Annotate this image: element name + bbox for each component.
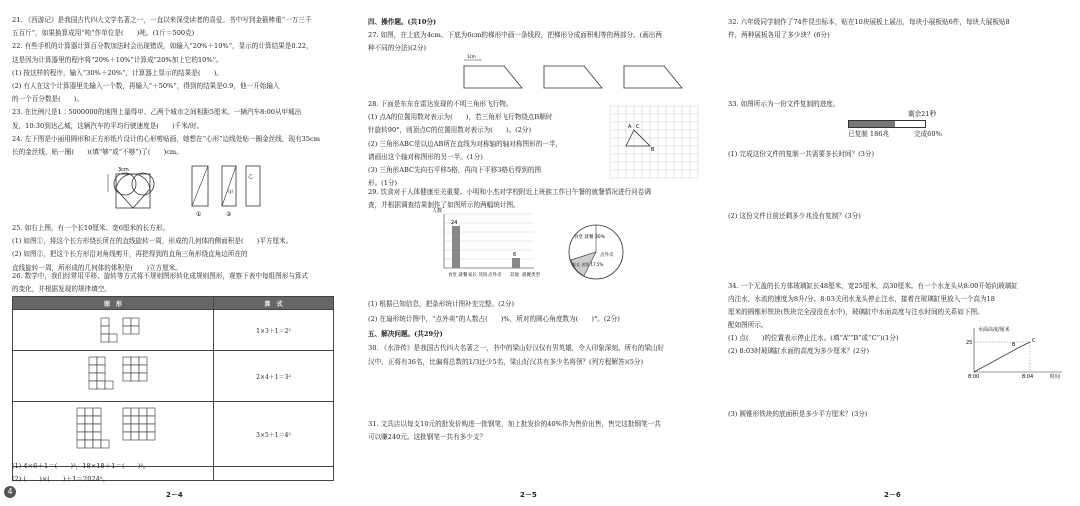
- heart-length-label: 3cm: [118, 167, 129, 173]
- progress-track: [848, 120, 926, 128]
- text-line: (1) 4×6＋1＝( )²，18×18＋1＝( )²。: [12, 462, 150, 470]
- text-line: (1) 点( )的位置表示停止注水。(填“A”“B”或“C”)(1分): [728, 334, 899, 342]
- text-line: 五、解决问题。(共29分): [368, 330, 443, 338]
- chart-point-b: B: [1012, 342, 1016, 348]
- chart-xtick-0: 8:00: [968, 374, 980, 380]
- bar-value-canteen: 24: [451, 220, 458, 226]
- chart-point-c: C: [1032, 338, 1036, 344]
- text-line: 内注水，水流的速度为8升/分。8:03关闭水龙头停止注水，接着在玻璃缸里放入一个高为18: [728, 295, 995, 303]
- text-line: 汉中，正将有36名，比偏将总数的1/3还少5名，梁山好汉共有多少名将领？(列方程解答)(5分): [368, 358, 644, 366]
- text-line: 22. 有些手机的计算器计算百分数加法时会出现错误，如输入“20%＋10%”，显示的计算结果是0.22，: [12, 42, 313, 51]
- text-line: 发，10:30到达乙城，这辆汽车的平均行驶速度是( )千米/时。: [12, 121, 204, 130]
- pie-label-takeout: 点外卖: [600, 253, 614, 258]
- text-line: (2) 有人在这个计算器里先输入一个数，再输入“＋50%”，得到的结果是0.9，他一开始输入: [12, 82, 280, 90]
- bar-cat-1: 家长 送饭: [468, 273, 488, 278]
- page-number-right: 2－6: [884, 491, 901, 499]
- text-line: 五百斤”，如果换算成用“吨”作单位是( )吨。(1斤＝500克): [12, 29, 195, 38]
- text-line: 27. 如图，在上底为4cm、下底为6cm的梯形中画一条线段，把梯形分成面积相等的两部分。(画出两: [368, 31, 662, 39]
- bar-value-other: 6: [513, 252, 517, 258]
- text-line: 针旋转90°，则顶点C的位置用数对表示为( )。(2分): [368, 126, 532, 135]
- text-line: 29. 饮食对于人体健康至关重要。小明和小杰对学校附近上班族工作日午餐的就餐情况进行问卷调: [368, 188, 651, 196]
- text-line: 33. 如图所示为一份文件复制的进度。: [728, 100, 840, 108]
- formula-2: 2×4＋1＝3²: [214, 351, 334, 402]
- page-number-left: 2－4: [166, 491, 183, 499]
- coordinate-grid: [610, 106, 706, 186]
- water-level-chart: [966, 326, 1066, 378]
- rectangle-figures: [186, 164, 276, 222]
- text-line: 23. 在比例尺是1∶5000000的地图上量得甲、乙两个城市之间相距5厘米。一辆汽车8:00从甲城出: [12, 108, 302, 117]
- copy-progress: [848, 110, 978, 140]
- pattern-figure-3: [13, 402, 214, 467]
- text-line: (1) 点A的位置用数对表示为( )，若三角形飞行物绕点B顺时: [368, 113, 553, 122]
- page-middle: [368, 0, 720, 506]
- formula-1: 1×3＋1＝2²: [214, 310, 334, 351]
- bar-canteen: [452, 226, 460, 268]
- text-line: 直线旋转一周，所形成的几何体的体积是( )立方厘米。: [12, 263, 182, 272]
- scale-label: 1cm: [467, 54, 476, 59]
- progress-fill: [849, 121, 895, 127]
- text-line: 的一个百分数是( )。: [12, 95, 84, 104]
- text-line: (1) 完成这份文件的复制一共需要多长时间？(3分): [728, 150, 875, 158]
- pattern-figure-1: [13, 310, 214, 351]
- heart-figure: [98, 164, 178, 216]
- page-left: [0, 0, 356, 506]
- bar-cat-0: 食堂 就餐: [448, 273, 468, 278]
- text-line: 可以赚240元。这批钢笔一共有多少支？: [368, 433, 487, 442]
- text-line: (3) 三角形ABC先向右平移5格，再向下平移3格后得到的图: [368, 166, 542, 174]
- text-line: (2) 如图②，把这个长方形沿对角线剪开，再把得到的直角三角形绕直角边所在的: [12, 250, 248, 259]
- label-yi: 乙: [248, 174, 254, 180]
- text-line: 查，并根据调查结果制作了如图所示的两幅统计图。: [368, 201, 520, 209]
- text-line: 32. 六年级同学制作了74件昆虫标本，贴在10块展板上展出，每块小展板贴6件，每块大展板贴8: [728, 18, 1010, 26]
- point-B-label: B: [651, 147, 655, 153]
- text-line: (1) 根据已知信息，把条形统计图补充完整。(2分): [368, 300, 515, 308]
- pie-label-parents: 家长 送饭 17.5%: [572, 262, 604, 267]
- point-A-label: A: [628, 124, 632, 130]
- bar-ylabel: 人数: [432, 208, 443, 214]
- text-line: 34. 一个无盖的长方体玻璃缸长48厘米，宽25厘米，高30厘米。有一个水龙头从8:00开始向玻璃缸: [728, 282, 1018, 290]
- pattern-table: [12, 296, 334, 481]
- text-line: (2) 这份文件目前还剩多少兆没有复制？(3分): [728, 212, 861, 220]
- page-badge: 4: [4, 486, 16, 498]
- bar-cat-2: 点外卖: [488, 273, 502, 278]
- text-line: 请画出这个轴对称图形的另一半。(1分): [368, 152, 483, 161]
- pattern-figure-2: [13, 351, 214, 402]
- text-line: (2) 8:03时玻璃缸水面的高度为多少厘米？(2分): [728, 347, 870, 355]
- text-line: 这是因为计算器里的程序将“20%＋10%”计算成“20%加上它的10%”。: [12, 55, 223, 64]
- text-line: 26. 数学中，我们经常用平移、旋转等方式将不规则图形转化成规则图形，观察下表中每组图形与算式: [12, 272, 309, 280]
- table-header-figure: 图 形: [13, 297, 214, 310]
- text-line: 25. 如右上图，有一个长10厘米、宽6厘米的长方形。: [12, 224, 170, 232]
- pie-chart: [566, 222, 626, 282]
- pie-label-canteen: 食堂 就餐 30%: [574, 235, 605, 240]
- text-line: 配如图所示。: [728, 321, 768, 329]
- bar-other: [512, 258, 520, 268]
- text-line: (1) 如图①，将这个长方形绕长所在的直线旋转一周，形成的几何体的侧面积是( )平方厘米。: [12, 237, 293, 246]
- chart-ylabel: 水面高度/厘米: [978, 327, 1010, 333]
- pattern-ellipsis-cell: [214, 467, 334, 481]
- text-line: (2) 三角形ABC是以边AB所在直线为对称轴的轴对称图形的一半，: [368, 139, 563, 148]
- text-line: 四、操作题。(共10分): [368, 18, 437, 26]
- text-line: 种不同的分法)(2分): [368, 44, 427, 52]
- text-line: 长的金丝线，贴一圈( )(填“够”或“不够”)了( )cm。: [12, 148, 183, 156]
- point-C-label: C: [636, 124, 640, 130]
- text-line: 厘米的圆锥形铁块(铁块完全浸没在水中)，玻璃缸中水面高度与注水时间的关系如下图。: [728, 308, 984, 316]
- text-line: 24. 左下图是小丽用圆形和正方形纸片设计的心形剪贴画，她想在“心形”边线处贴一圈金丝线，现有35cm: [12, 134, 321, 143]
- bar-cat-3: 其他: [510, 273, 519, 278]
- text-line: (2) ( )×( )＋1＝2024²。: [12, 475, 110, 483]
- text-line: 形。(1分): [368, 179, 398, 188]
- progress-done: 完成60%: [914, 130, 942, 138]
- text-line: 的变化，并根据发现的规律填空。: [12, 285, 111, 294]
- table-header-formula: 算 式: [214, 297, 334, 310]
- label-jia: 甲: [228, 190, 234, 196]
- chart-xtick-1: 8:04: [1022, 374, 1034, 380]
- text-line: 31. 文具店以每支10元的批发价购进一批钢笔，加上批发价的40%作为售价出售，售完这批钢笔一共: [368, 420, 661, 428]
- text-line: 28. 下面是东东在雷达发现的不明三角形飞行物。: [368, 100, 513, 108]
- chart-ytick: 25: [966, 340, 973, 346]
- text-line: (3) 圆锥形铁块的底面积是多少平方厘米？(3分): [728, 410, 868, 418]
- text-line: 件，两种展板各用了多少块？(6分): [728, 31, 830, 40]
- page-number-middle: 2－5: [520, 491, 537, 499]
- bar-chart: [430, 206, 540, 290]
- trapezoid-figures: [464, 56, 664, 90]
- page-right: [728, 0, 1080, 506]
- label-fig2: ②: [226, 211, 232, 218]
- text-line: (2) 在扇形统计图中，“点外卖”的人数占( )%，所对的圆心角度数为( )°。(2分): [368, 315, 620, 323]
- formula-3: 3×5＋1＝4²: [214, 402, 334, 467]
- progress-remaining: 剩余21秒: [908, 110, 937, 118]
- text-line: 21. 《西游记》是我国古代四大文学名著之一，一直以来深受读者的喜爱。书中写到金箍棒重“一万三千: [12, 16, 312, 24]
- text-line: 30. 《水浒传》是我国古代四大名著之一，书中的梁山好汉仅有男英雄，令人印象深刻。所有的梁山好: [368, 344, 665, 352]
- bar-cat-4: 就餐类型: [522, 273, 540, 278]
- progress-copied: 已复制 186兆: [848, 130, 890, 138]
- chart-xlabel: 时间: [1050, 374, 1061, 380]
- text-line: (1) 按这样的程序，输入“30%＋20%”，计算器上显示的结果是( )。: [12, 68, 223, 77]
- label-fig1: ①: [196, 211, 202, 218]
